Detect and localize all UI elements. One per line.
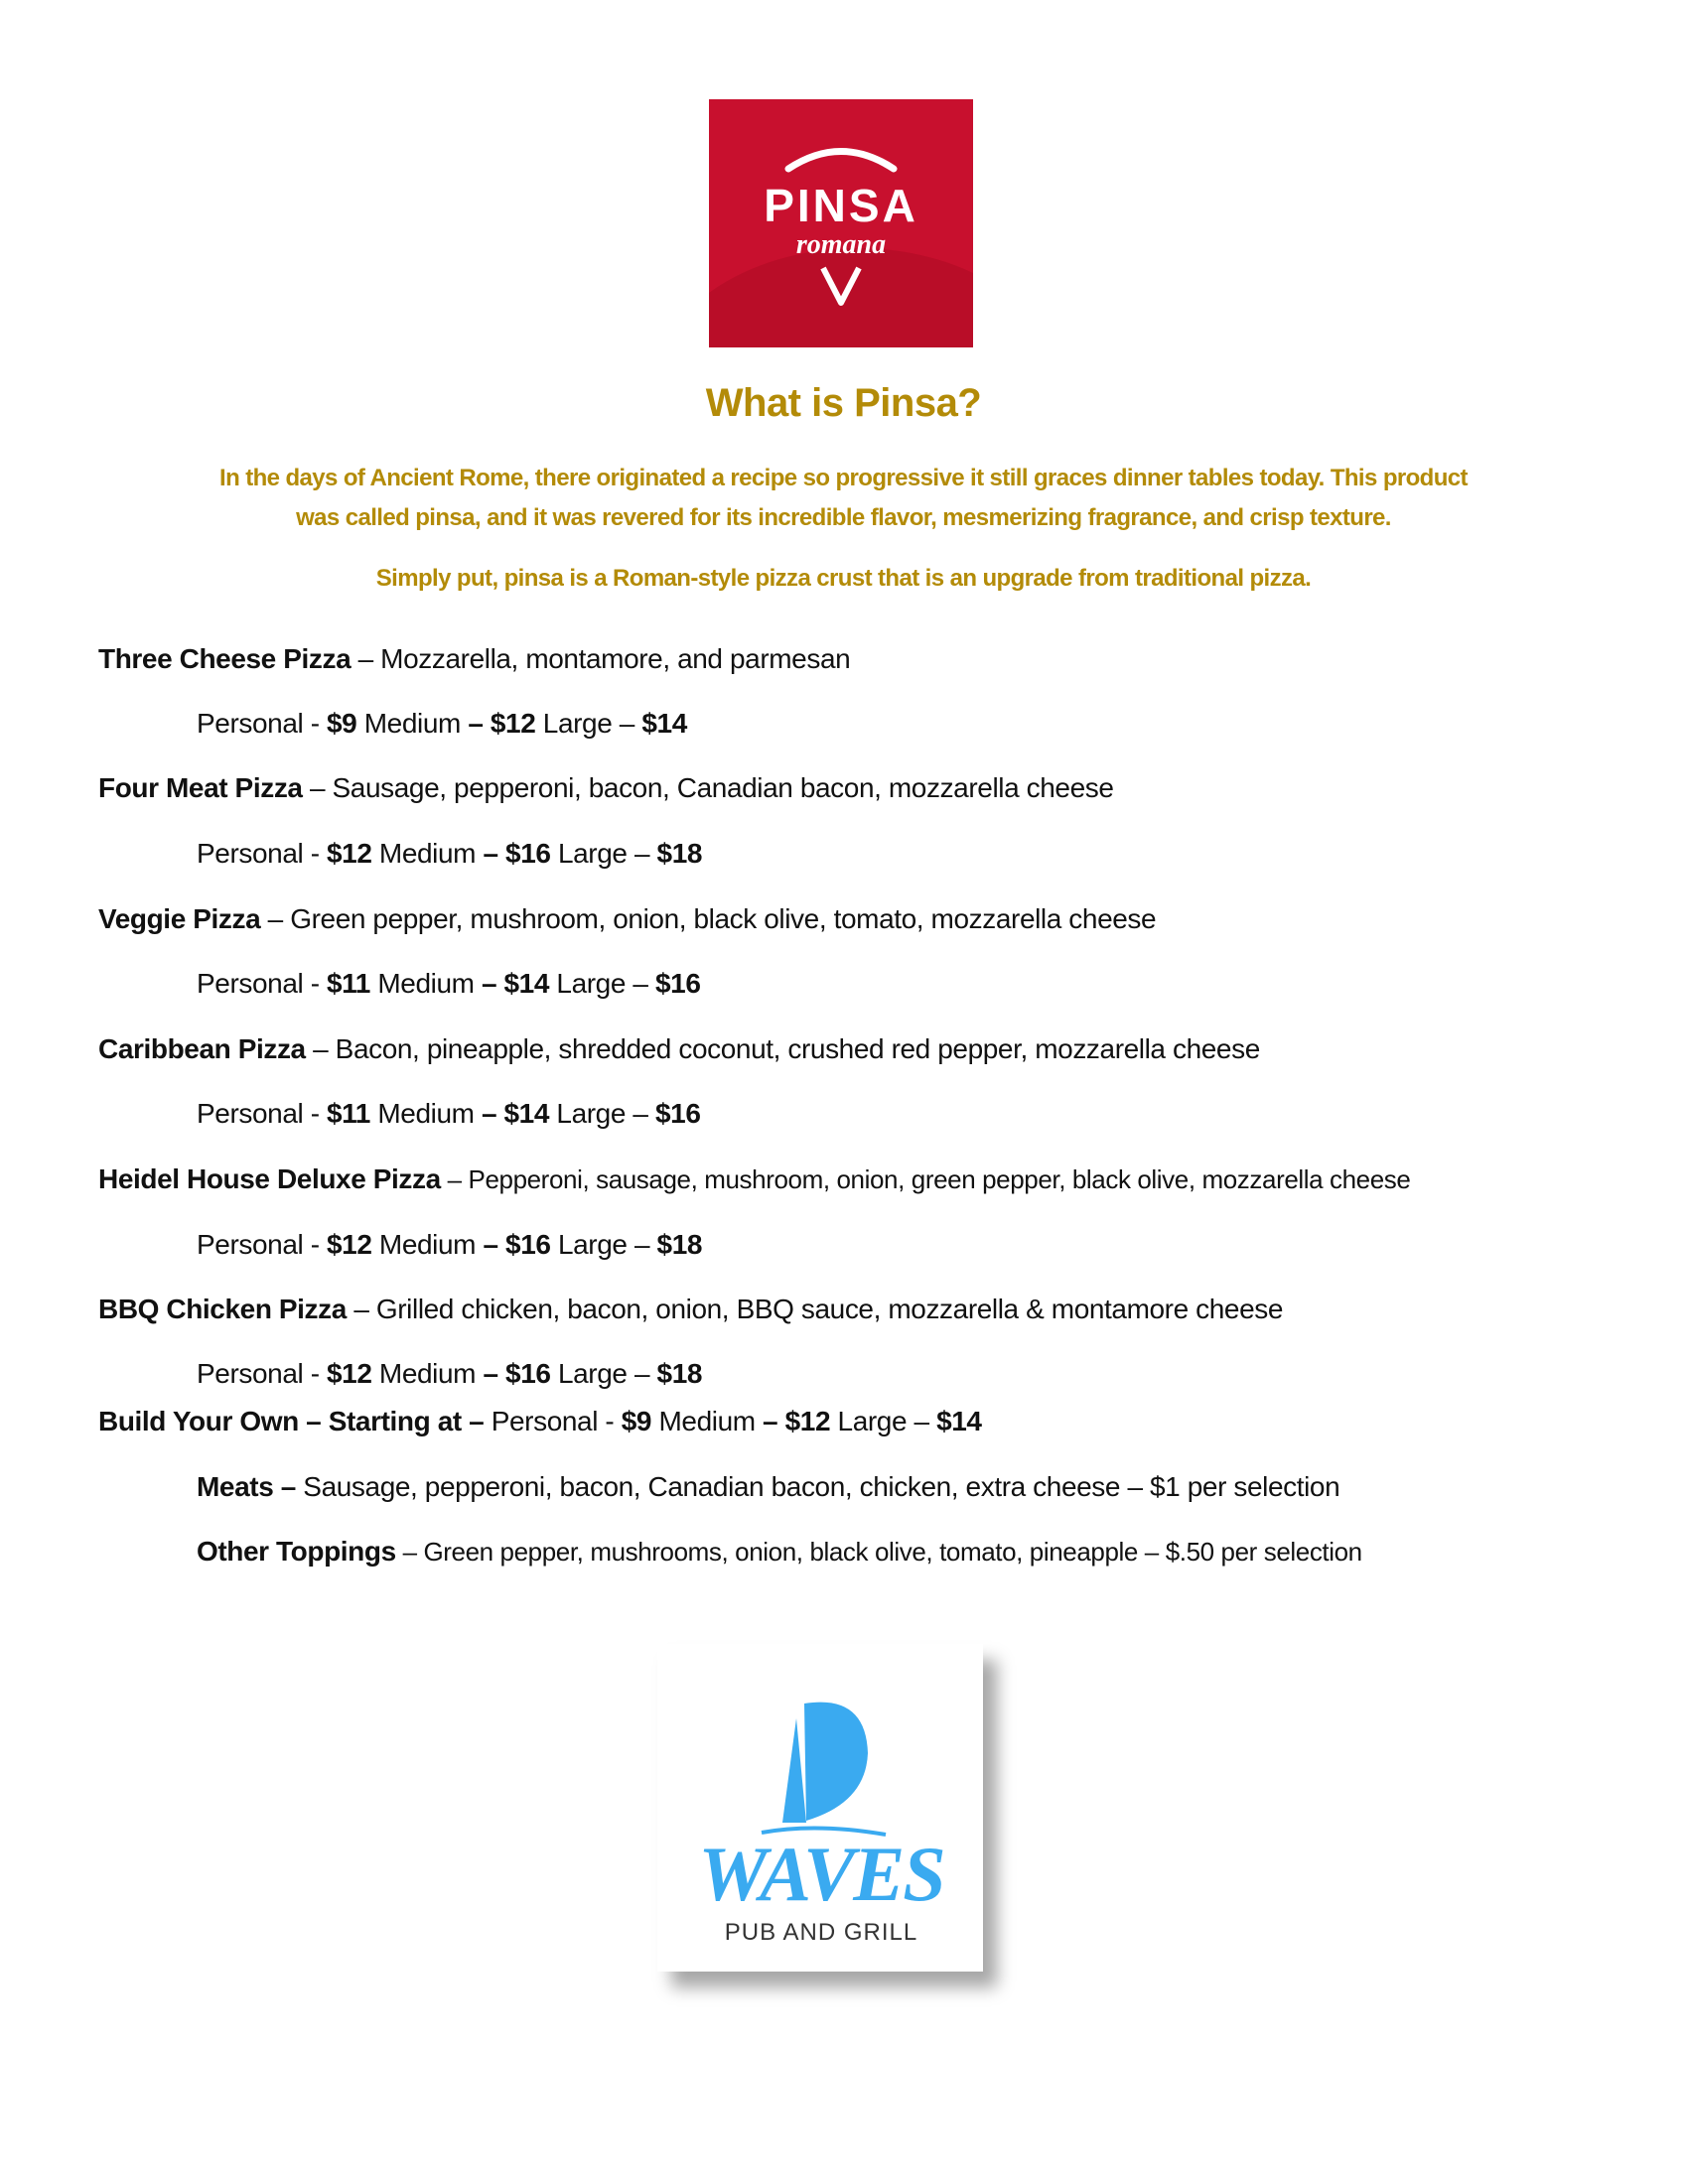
size-label-medium: Medium (371, 1358, 484, 1389)
menu-item-prices (197, 967, 701, 1001)
size-label-personal: Personal - (197, 1358, 327, 1389)
price-medium: $12 (784, 1406, 831, 1436)
toppings-line (197, 1535, 1362, 1569)
size-label-medium: Medium (369, 968, 482, 999)
build-your-own-line (98, 1405, 982, 1438)
price-large: $16 (654, 968, 701, 999)
size-label-large: Large – (550, 1358, 657, 1389)
svg-text:WAVES: WAVES (698, 1831, 944, 1917)
dash: – (481, 968, 504, 999)
size-label-personal: Personal - (197, 838, 327, 869)
price-medium: $16 (505, 1229, 551, 1260)
price-personal: $12 (327, 1229, 372, 1260)
meats-desc: Sausage, pepperoni, bacon, Canadian bacon, chicken, extra cheese – $1 per selection (295, 1471, 1340, 1502)
price-personal: $12 (327, 838, 372, 869)
menu-item-prices (197, 1228, 702, 1262)
menu-item-description: – Bacon, pineapple, shredded coconut, crushed red pepper, mozzarella cheese (305, 1033, 1260, 1064)
price-medium: $16 (505, 838, 551, 869)
size-label-large: Large – (550, 838, 657, 869)
menu-item-name: BBQ Chicken Pizza (98, 1294, 347, 1324)
size-label-medium: Medium (651, 1406, 764, 1436)
meats-label: Meats – (197, 1471, 296, 1502)
intro-summary: Simply put, pinsa is a Roman-style pizza crust that is an upgrade from traditional pizza. (375, 565, 1312, 592)
menu-item-name: Caribbean Pizza (98, 1033, 306, 1064)
price-personal: $9 (327, 708, 357, 739)
menu-item (98, 1162, 1410, 1196)
price-large: $14 (641, 708, 687, 739)
dash: – (468, 708, 491, 739)
size-label-personal: Personal - (197, 968, 327, 999)
price-large: $14 (936, 1406, 982, 1436)
size-label-medium: Medium (371, 838, 484, 869)
menu-item-description: – Mozzarella, montamore, and parmesan (351, 643, 851, 674)
price-medium: $16 (505, 1358, 551, 1389)
size-label-medium: Medium (356, 708, 469, 739)
price-large: $18 (656, 1358, 703, 1389)
menu-item-name: Heidel House Deluxe Pizza (98, 1163, 441, 1194)
size-label-personal: Personal - (491, 1406, 622, 1436)
size-label-medium: Medium (369, 1098, 482, 1129)
menu-item (98, 642, 850, 676)
price-large: $16 (654, 1098, 701, 1129)
menu-item (98, 1032, 1260, 1066)
size-label-large: Large – (549, 1098, 655, 1129)
price-large: $18 (656, 1229, 703, 1260)
toppings-desc: – Green pepper, mushrooms, onion, black olive, tomato, pineapple – $.50 per selection (395, 1537, 1362, 1567)
price-personal: $11 (327, 1098, 370, 1129)
menu-item-description: – Sausage, pepperoni, bacon, Canadian bacon, mozzarella cheese (302, 772, 1114, 803)
price-medium: $14 (503, 1098, 550, 1129)
menu-item-prices (197, 1357, 702, 1391)
menu-item (98, 902, 1156, 936)
intro-paragraph-line1: In the days of Ancient Rome, there originated a recipe so progressive it still graces dinner tables today. This product (219, 465, 1468, 491)
pinsa-romana-logo (709, 99, 973, 347)
price-medium: $14 (503, 968, 550, 999)
menu-item-prices (197, 707, 687, 741)
size-label-personal: Personal - (197, 1098, 327, 1129)
meats-line (197, 1470, 1339, 1504)
dash: – (483, 1229, 506, 1260)
page-heading: What is Pinsa? (705, 381, 982, 425)
size-label-large: Large – (535, 708, 642, 739)
menu-item (98, 1293, 1283, 1326)
svg-text:PUB AND GRILL: PUB AND GRILL (724, 1919, 918, 1946)
size-label-personal: Personal - (197, 708, 327, 739)
svg-text:romana: romana (795, 229, 887, 260)
menu-item-prices (197, 837, 702, 871)
intro-paragraph-line2: was called pinsa, and it was revered for its incredible flavor, mesmerizing fragrance, and crisp texture. (296, 504, 1391, 531)
dash: – (483, 838, 506, 869)
price-personal: $12 (327, 1358, 372, 1389)
size-label-large: Large – (830, 1406, 937, 1436)
price-medium: $12 (490, 708, 536, 739)
size-label-large: Large – (549, 968, 655, 999)
size-label-personal: Personal - (197, 1229, 327, 1260)
price-large: $18 (656, 838, 703, 869)
menu-item-prices (197, 1097, 701, 1131)
menu-item-name: Four Meat Pizza (98, 772, 303, 803)
menu-item-description: – Grilled chicken, bacon, onion, BBQ sauce, mozzarella & montamore cheese (346, 1294, 1284, 1324)
price-personal: $9 (621, 1406, 652, 1436)
menu-item-name: Three Cheese Pizza (98, 643, 351, 674)
waves-pub-logo (657, 1644, 983, 1972)
menu-item-name: Veggie Pizza (98, 903, 261, 934)
toppings-label: Other Toppings (197, 1536, 396, 1567)
dash: – (483, 1358, 506, 1389)
menu-item-description: – Green pepper, mushroom, onion, black olive, tomato, mozzarella cheese (260, 903, 1157, 934)
svg-text:PINSA: PINSA (764, 180, 918, 231)
price-personal: $11 (327, 968, 370, 999)
size-label-medium: Medium (371, 1229, 484, 1260)
build-your-own-label: Build Your Own – Starting at – (98, 1406, 492, 1436)
size-label-large: Large – (550, 1229, 657, 1260)
menu-item-description: – Pepperoni, sausage, mushroom, onion, green pepper, black olive, mozzarella cheese (440, 1164, 1411, 1194)
dash: – (481, 1098, 504, 1129)
menu-item (98, 771, 1114, 805)
dash: – (763, 1406, 785, 1436)
